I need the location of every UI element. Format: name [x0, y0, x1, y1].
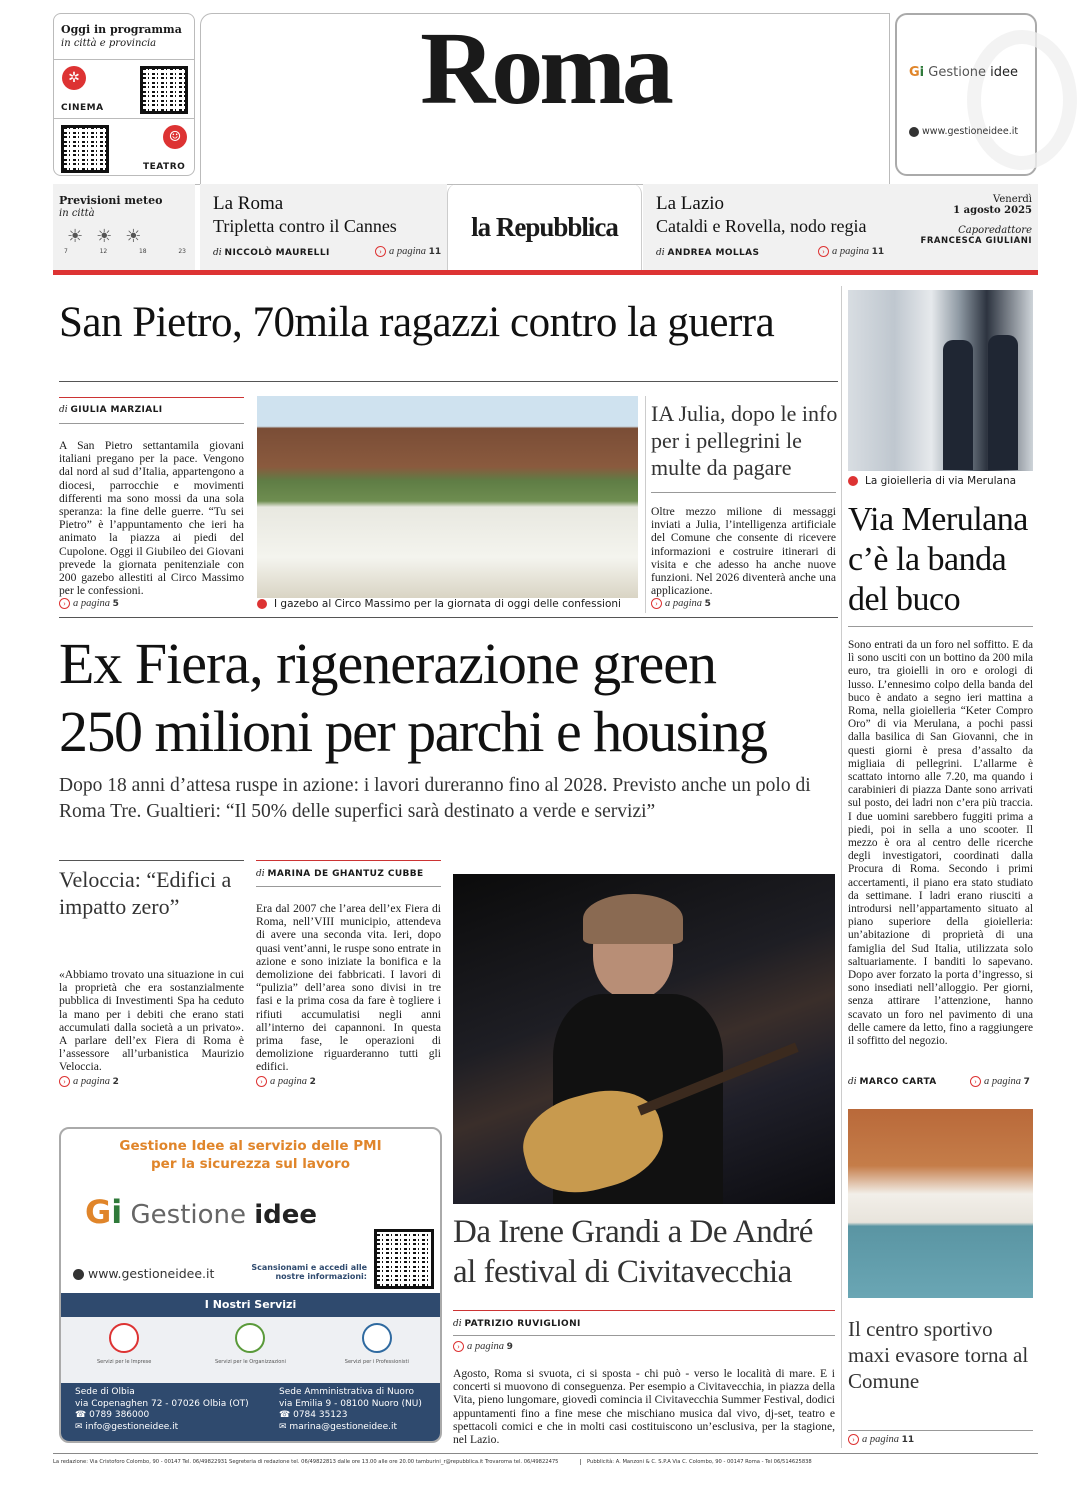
merulana-photo[interactable]	[848, 290, 1033, 471]
camera-icon	[848, 476, 858, 486]
sede1-phone[interactable]: 0789 386000	[89, 1410, 150, 1420]
cinema-label[interactable]: CINEMA	[61, 103, 104, 113]
cinema-qr-code[interactable]	[140, 66, 188, 114]
julia-apag: a pagina	[665, 598, 703, 609]
arrow-right-icon: ›	[970, 1076, 981, 1087]
ad-url[interactable]: www.gestioneidee.it	[87, 1266, 215, 1281]
red-rule	[53, 270, 1038, 275]
merulana-di: di	[848, 1077, 857, 1087]
theater-mask-icon: ☺	[163, 125, 187, 149]
programma-subtitle: in città e provincia	[61, 38, 157, 49]
merulana-apag: a pagina	[984, 1076, 1022, 1087]
meteo-hour-18: 18	[138, 248, 147, 255]
footer-pubblicita: Pubblicità: A. Manzoni & C. S.P.A Via C. Colombo, 90 - 00147 Roma - Tel 06/514625838	[580, 1459, 812, 1465]
fiera-headline-1[interactable]: Ex Fiera, rigenerazione green	[59, 631, 716, 696]
lead-photo-caption: I gazebo al Circo Massimo per la giornata di oggi delle confessioni	[274, 598, 621, 610]
ad-service-1[interactable]: Servizi per le Imprese	[96, 1359, 152, 1365]
ad-top-brand-a: Gestione	[928, 65, 987, 80]
globe-icon	[909, 127, 919, 137]
meteo-box	[53, 184, 195, 270]
repubblica-logo: la Repubblica	[447, 184, 642, 270]
lead-author: GIULIA MARZIALI	[70, 405, 163, 415]
fiera-author: MARINA DE GHANTUZ CUBBE	[267, 869, 424, 879]
date-day: Venerdì	[993, 194, 1032, 205]
sede1-email[interactable]: info@gestioneidee.it	[85, 1421, 179, 1432]
sede1-title: Sede di Olbia	[75, 1387, 135, 1397]
lazio-headline[interactable]: Cataldi e Rovella, nodo regia	[656, 216, 867, 236]
lazio-box[interactable]	[643, 184, 890, 270]
camera-icon	[257, 599, 267, 609]
mail-icon: ✉	[279, 1421, 287, 1432]
sede2-email[interactable]: marina@gestioneidee.it	[289, 1421, 398, 1432]
lead-apag: a pagina	[73, 598, 111, 609]
lead-page[interactable]: 5	[112, 599, 119, 609]
arrow-right-icon: ›	[651, 598, 662, 609]
lead-di: di	[59, 405, 68, 415]
lead-body: A San Pietro settantamila giovani italiani pregano per la pace. Vengono dal nord al sud d’Italia, appartengono a diocesi, parrocchie e movimenti differenti ma sono mossi da una sola speranza: la fine delle guerre. “Tu sei Pietro” è l’appuntamento che ieri ha animato la piazza ai piedi del Cupolone. Oggi il Giubileo dei Giovani prevede la giornata penitenziale con 200 gazebo allestiti al Circo Massimo per le confessioni.	[59, 439, 244, 598]
meteo-title: Previsioni meteo	[59, 194, 163, 207]
festival-author: PATRIZIO RUVIGLIONI	[464, 1319, 581, 1329]
festival-page[interactable]: 9	[506, 1342, 513, 1352]
roma-headline[interactable]: Tripletta contro il Cannes	[213, 216, 397, 236]
ad-qr-code[interactable]	[374, 1229, 434, 1289]
film-reel-icon: ✲	[62, 66, 86, 90]
ad-service-2[interactable]: Servizi per le Organizzazioni	[215, 1359, 286, 1365]
julia-headline[interactable]: IA Julia, dopo le info per i pellegrini le multe da pagare	[651, 401, 838, 480]
festival-body: Agosto, Roma si svuota, ci si sposta - chi può - verso le località di mare. E i concerti si muovono di conseguenza. Per esempio a Civitavecchia, in piazza della Vita, pieno lungomare, giovedì comincia il Civitavecchia Summer Festival, dodici appuntamenti fino a fine mese che mischiano musica dal vivo, dj-set, teatro e spettacoli comici e che in molti casi costituiscono un’esclusiva, per la stagione, nel Lazio.	[453, 1367, 835, 1447]
arrow-right-icon: ›	[818, 246, 829, 257]
lead-headline[interactable]: San Pietro, 70mila ragazzi contro la guerra	[59, 299, 775, 346]
meteo-subtitle: in città	[59, 208, 95, 219]
festival-di: di	[453, 1319, 462, 1329]
fiera-page[interactable]: 2	[309, 1077, 316, 1087]
merulana-caption: La gioielleria di via Merulana	[865, 475, 1017, 487]
julia-body: Oltre mezzo milione di messaggi inviati a Julia, l’intelligenza artificiale del Comune che consente di ricevere informazioni e costruire itinerari di visita e che adesso ha anche nuove funzioni. Nel 2026 diventerà anche una applicazione.	[651, 505, 836, 598]
phone-icon: ☎	[279, 1410, 291, 1420]
festival-headline[interactable]: Da Irene Grandi a De André al festival di Civitavecchia	[453, 1214, 813, 1290]
sport-headline[interactable]: Il centro sportivo maxi evasore torna al Comune	[848, 1317, 1029, 1393]
lazio-author: ANDREA MOLLAS	[667, 248, 760, 258]
phone-icon: ☎	[75, 1410, 87, 1420]
veloccia-body: «Abbiamo trovato una situazione in cui la proprietà che era sostanzialmente pubblica di Investimenti Spa ha ceduto la mano per i debiti che erano stati accumulati dalla società a un privato». A parlare dell’ex Fiera di Roma è l’assessore all’urbanistica Maurizio Veloccia.	[59, 968, 244, 1074]
ad-top-brand-b: idee	[990, 65, 1019, 80]
arrow-right-icon: ›	[59, 598, 70, 609]
julia-page[interactable]: 5	[704, 599, 711, 609]
teatro-label[interactable]: TEATRO	[143, 162, 186, 172]
gears-icon	[235, 1323, 265, 1353]
ad-brand-a: Gestione	[130, 1200, 246, 1230]
meteo-hour-7: 7	[64, 248, 68, 255]
arrow-right-icon: ›	[848, 1434, 859, 1445]
lazio-di: di	[656, 248, 665, 258]
centro-sportivo-photo[interactable]	[848, 1109, 1033, 1298]
festival-apag: a pagina	[467, 1341, 505, 1352]
programma-title: Oggi in programma	[61, 23, 182, 36]
arrow-right-icon: ›	[453, 1341, 464, 1352]
roma-apag: a pagina	[389, 246, 427, 257]
divider	[59, 381, 838, 382]
presentation-icon	[362, 1323, 392, 1353]
ad-bottom-gestioneidee[interactable]: Gestione Idee al servizio delle PMI per la sicurezza sul lavoro Gi Gestione idee www.gestioneidee.it Scansionami e accedi alle nostre informazioni: I Nostri Servizi Servizi per le Imprese Servizi per le Organizzazioni Servizi per i Professionisti Sede di Olbia via Copenaghen 72 - 07026 Olbia (OT) ☎ 0789 386000 ✉ info@gestioneidee.it Sede Amministrativa di Nuoro via Emilia 9 - 08100 Nuoro (NU) ☎ 0784 35123 ✉ marina@gestioneidee.it	[59, 1127, 442, 1443]
sede1-address: via Copenaghen 72 - 07026 Olbia (OT)	[75, 1398, 249, 1409]
lazio-apag: a pagina	[832, 246, 870, 257]
ad-tagline: Gestione Idee al servizio delle PMI per la sicurezza sul lavoro	[119, 1138, 382, 1172]
fiera-apag: a pagina	[270, 1076, 308, 1087]
newspaper-title: Roma	[420, 11, 670, 126]
arrow-right-icon: ›	[375, 246, 386, 257]
sport-apag: a pagina	[862, 1434, 900, 1445]
footer-redazione: La redazione: Via Cristoforo Colombo, 90 - 00147 Tel. 06/49822931 Segreteria di redazione tel. 06/49822813 dalle ore 13.00 alle ore 20.00 tamburini_r@repubblica.it Trovaroma tel. 06/49822475	[53, 1459, 559, 1465]
roma-author: NICCOLÒ MAURELLI	[224, 248, 330, 258]
ad-brand-b: idee	[254, 1200, 318, 1230]
merulana-headline[interactable]: Via Merulana c’è la banda del buco	[848, 501, 1028, 618]
ad-service-3[interactable]: Servizi per i Professionisti	[344, 1359, 409, 1365]
arrow-right-icon: ›	[256, 1076, 267, 1087]
circo-massimo-photo[interactable]	[257, 396, 638, 598]
veloccia-page[interactable]: 2	[112, 1077, 119, 1087]
sede2-phone[interactable]: 0784 35123	[293, 1410, 348, 1420]
fiera-di: di	[256, 869, 265, 879]
fiera-deck: Dopo 18 anni d’attesa ruspe in azione: i lavori dureranno fino al 2028. Previsto anche un polo di Roma Tre. Gualtieri: “Il 50% delle superfici sarà destinato a verde e servizi”	[59, 775, 811, 822]
merulana-page[interactable]: 7	[1023, 1077, 1030, 1087]
gi-logo-icon: G	[909, 65, 920, 80]
fiera-body: Era dal 2007 che l’area dell’ex Fiera di Roma, nell’VIII municipio, attendeva di avere una seconda vita. Ieri, dopo quasi vent’anni, le ruspe sono entrate in azione e sono iniziate la bonifica e la demolizione dei fabbricati. I lavori di “pulizia” dell’area sono divisi in tre fasi e la prima cosa da fare è togliere i rifiuti accumulatisi negli anni all’interno dei capannoni. In questa prima fase, le operazioni di demolizione riguarderanno tutti gli edifici.	[256, 902, 441, 1074]
lazio-kicker: La Lazio	[656, 193, 725, 214]
lazio-page[interactable]: 11	[871, 247, 885, 257]
teatro-qr-code[interactable]	[61, 125, 109, 173]
irene-grandi-photo[interactable]	[453, 874, 835, 1204]
merulana-body: Sono entrati da un foro nel soffitto. E da lì sono usciti con un bottino da 200 mila euro, tra gioielli in oro e orologi di lusso. L’ennesimo colpo della banda del buco è andato a segno ieri mattina a Roma, nella gioielleria “Keter Compro Oro” di via Merulana, a pochi passi dalla basilica di San Giovanni, che in questi giorni è presa d’assalto da migliaia di pellegrini. L’allarme è scattato intorno alle 7.20, ma quando i carabinieri di piazza Dante sono arrivati sul posto, dei ladri non c’era più traccia. I due uomini sarebbero fuggiti prima a piedi, poi in sella a uno scooter. Il mezzo è ora al centro delle ricerche degli investigatori, coordinati dalla Procura di Roma. Secondo i primi accertamenti, il piano era stato studiato da settimane. I ladri erano riusciti a introdursi nell’appartamento situato al piano superiore della gioielleria: un’abitazione di proprietà di una famiglia del Sud Italia, utilizzata solo saltuariamente. I banditi lo sapevano. Dopo aver forzato la porta d’ingresso, si sono insediati nell’alloggio. Per giorni, senza attirare l’attenzione, hanno scavato un foro nel pavimento di una delle camere da letto, fino a raggiungere il soffitto del negozio.	[848, 639, 1033, 1048]
merulana-author: MARCO CARTA	[859, 1077, 937, 1087]
programma-box	[53, 13, 195, 176]
ad-qr-text: Scansionami e accedi alle nostre informazioni:	[251, 1263, 367, 1281]
roma-di: di	[213, 248, 222, 258]
veloccia-headline[interactable]: Veloccia: “Edifici a impatto zero”	[59, 867, 232, 919]
date-box	[890, 184, 1038, 270]
roma-box[interactable]	[200, 184, 447, 270]
sun-icons: ☀☀☀	[67, 226, 155, 247]
globe-icon	[73, 1269, 84, 1280]
sede2-address: via Emilia 9 - 08100 Nuoro (NU)	[279, 1398, 422, 1409]
roma-page[interactable]: 11	[428, 247, 442, 257]
meteo-hour-12: 12	[99, 248, 108, 255]
capo-name: FRANCESCA GIULIANI	[920, 236, 1032, 246]
meteo-hour-23: 23	[178, 248, 186, 255]
fiera-headline-2[interactable]: 250 milioni per parchi e housing	[59, 699, 767, 764]
briefcase-icon	[109, 1323, 139, 1353]
capo-label: Caporedattore	[958, 225, 1032, 236]
date: 1 agosto 2025	[953, 205, 1032, 216]
arrow-right-icon: ›	[59, 1076, 70, 1087]
gi-logo-icon: G	[85, 1193, 112, 1231]
ad-services-title: I Nostri Servizi	[61, 1293, 440, 1317]
veloccia-apag: a pagina	[73, 1076, 111, 1087]
roma-kicker: La Roma	[213, 193, 284, 214]
sport-page[interactable]: 11	[901, 1435, 915, 1445]
mail-icon: ✉	[75, 1421, 83, 1432]
sede2-title: Sede Amministrativa di Nuoro	[279, 1387, 414, 1397]
ad-top-gestioneidee[interactable]: Gi Gestione idee www.gestioneidee.it	[895, 13, 1037, 176]
ad-top-url[interactable]: www.gestioneidee.it	[922, 126, 1019, 137]
